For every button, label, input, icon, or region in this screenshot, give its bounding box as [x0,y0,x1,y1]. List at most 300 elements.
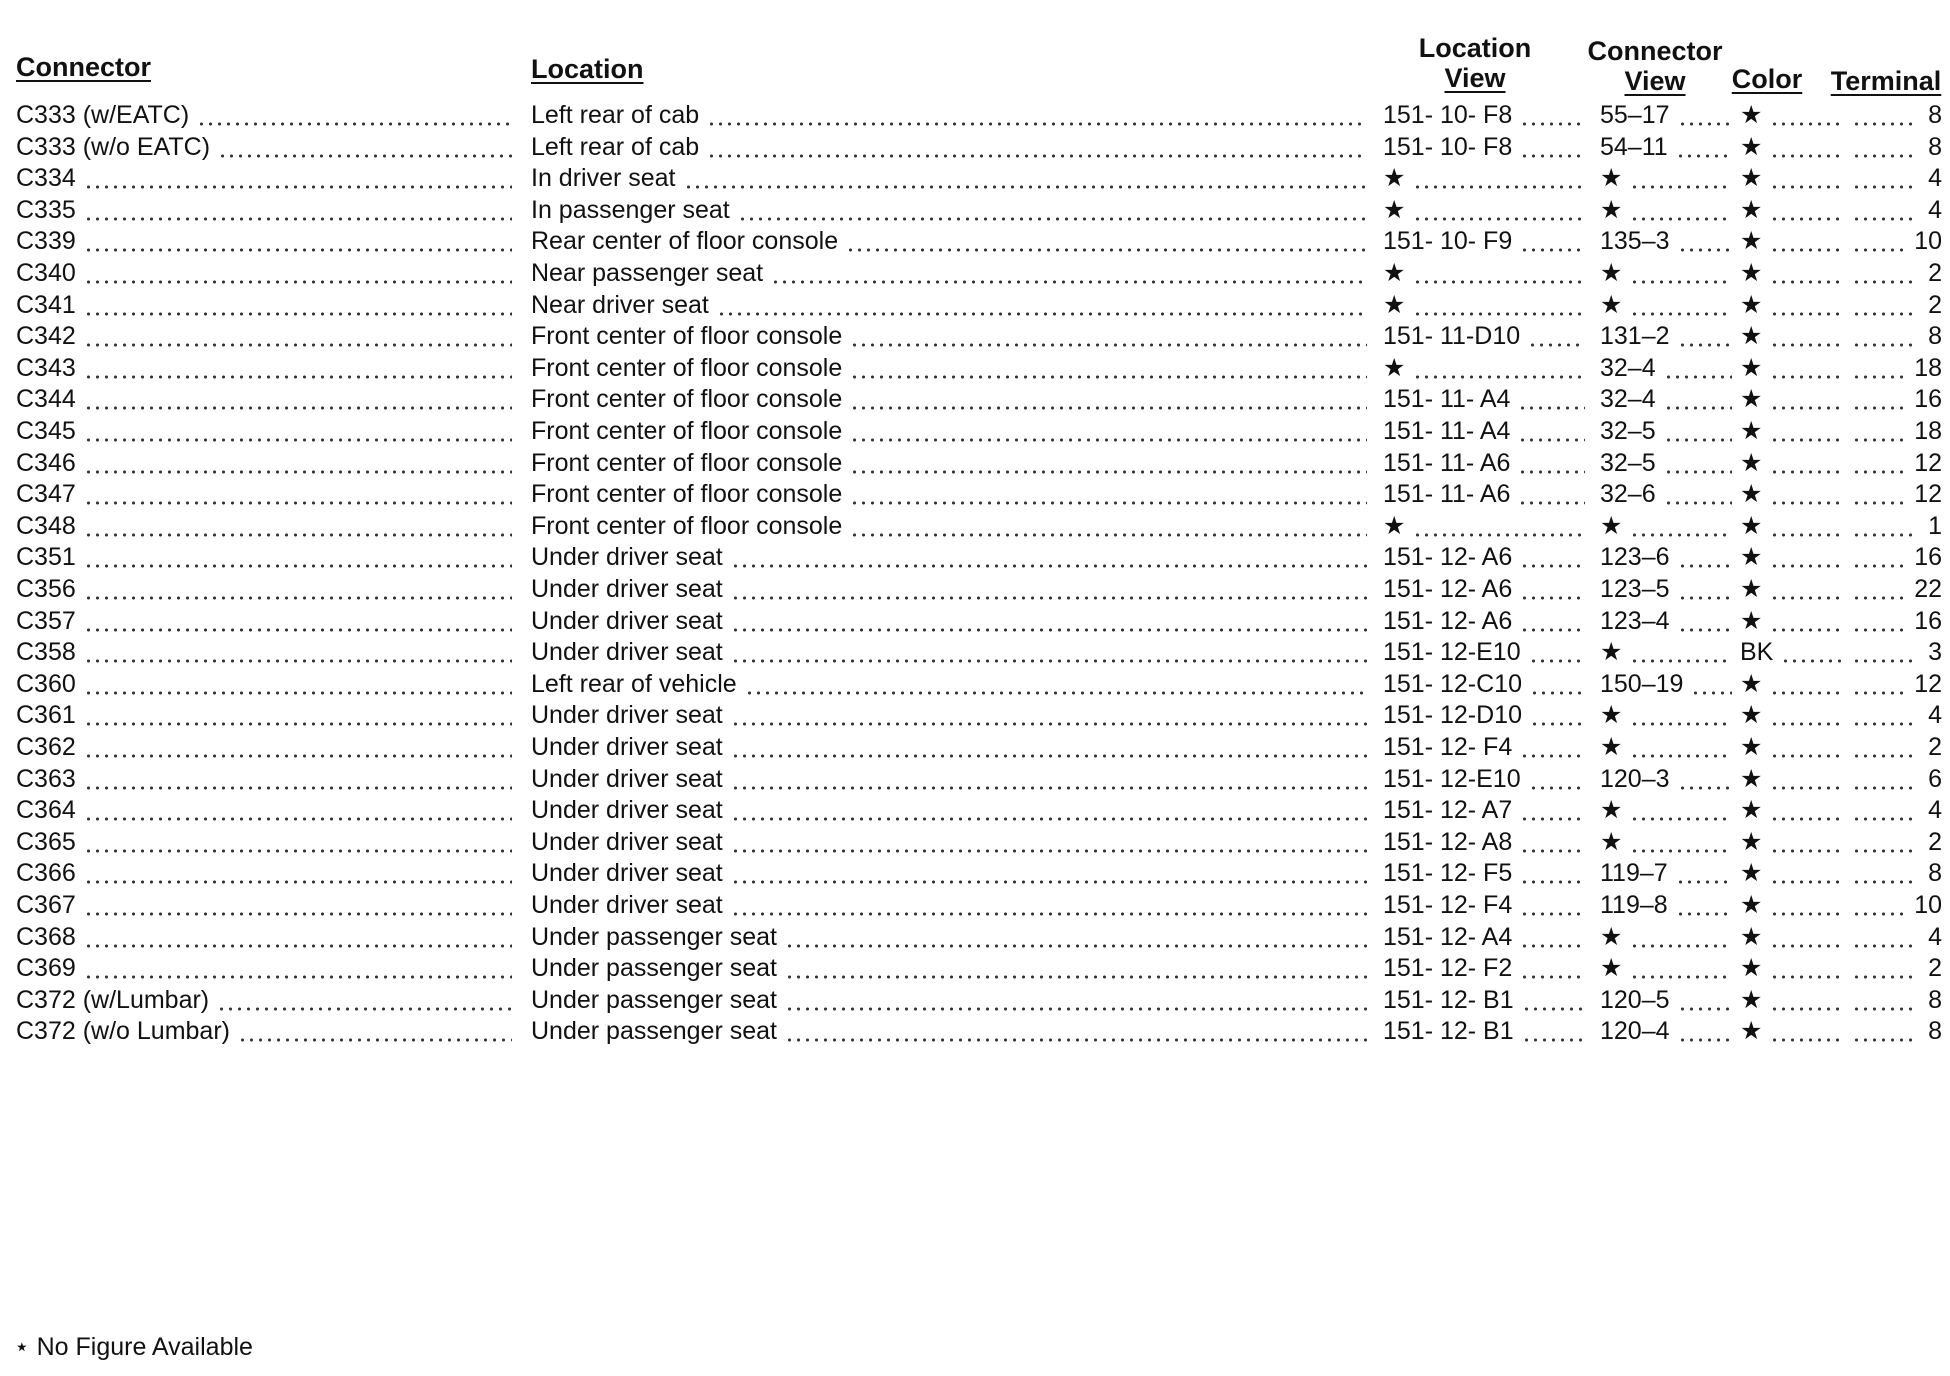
connector-value: C335 [16,195,76,224]
cell-connector-view [1600,353,1740,383]
location-view-value: 151- 12- A8 [1383,827,1513,856]
cell-location-view [1383,195,1593,225]
cell-connector-view [1600,700,1740,730]
location-view-value: 151- 12- F4 [1383,891,1513,919]
cell-color [1740,890,1850,920]
dot-leader [785,953,1367,979]
location-view-value: 151- 11- A4 [1383,385,1511,414]
location-value: Under driver seat [531,859,723,888]
cell-location [531,827,1373,857]
cell-terminal [1850,732,1942,762]
location-view-value: 151- 12- F5 [1383,859,1513,888]
location-view-value: 151- 12-D10 [1383,701,1522,730]
header-connector-label: Connector [16,52,151,82]
dot-leader [1529,637,1585,663]
connector-view-value: 131–2 [1600,322,1670,351]
terminal-value: 12 [1914,669,1942,698]
dot-leader [684,163,1367,189]
cell-location-view [1383,226,1593,256]
connector-value: C372 (w/o Lumbar) [16,1017,230,1046]
terminal-value: 16 [1914,385,1942,414]
cell-color [1740,448,1850,478]
dot-leader [1520,827,1585,853]
dot-leader [217,985,512,1011]
cell-color [1740,669,1850,699]
cell-connector-view [1600,258,1740,288]
dot-leader [1852,953,1918,979]
cell-connector-view [1600,195,1740,225]
dot-leader [1852,479,1904,505]
connector-view-value: ★ [1600,290,1623,319]
color-value: ★ [1740,164,1763,193]
location-view-value: 151- 12- F4 [1383,733,1513,761]
connector-view-value: 120–4 [1600,1017,1670,1046]
cell-color [1740,384,1850,414]
dot-leader [84,637,512,663]
cell-connector [16,511,518,541]
cell-terminal [1850,764,1942,794]
cell-location [531,574,1373,604]
dot-leader [1770,195,1842,221]
cell-connector [16,574,518,604]
cell-location-view [1383,606,1593,636]
cell-connector [16,953,518,983]
connector-view-value: ★ [1600,195,1623,224]
dot-leader [1520,922,1585,948]
dot-leader [1770,479,1842,505]
cell-color [1740,764,1850,794]
connector-view-value: 120–5 [1600,985,1670,1014]
cell-terminal [1850,163,1942,193]
dot-leader [1852,795,1918,821]
connector-view-value: 54–11 [1600,132,1668,161]
connector-value: C346 [16,448,76,477]
terminal-value: 2 [1928,259,1942,287]
dot-leader [1630,700,1732,726]
location-value: Near passenger seat [531,259,764,287]
cell-connector-view [1600,448,1740,478]
dot-leader [850,448,1367,474]
color-value: ★ [1740,511,1763,540]
cell-color [1740,258,1850,288]
dot-leader [1852,764,1918,790]
dot-leader [1770,416,1842,442]
dot-leader [84,479,512,505]
dot-leader [1630,290,1732,316]
location-view-value: 151- 11- A4 [1383,417,1511,445]
location-view-value: 151- 12- A4 [1383,922,1513,951]
color-value: ★ [1740,1017,1763,1046]
cell-terminal [1850,226,1942,256]
dot-leader [1852,290,1918,316]
cell-location-view [1383,416,1593,446]
cell-connector [16,416,518,446]
dot-leader [771,258,1367,284]
dot-leader [1852,100,1918,126]
header-connector-view [1580,36,1730,96]
dot-leader [731,606,1367,632]
location-view-value: 151- 11- A6 [1383,480,1511,509]
dot-leader [1630,795,1732,821]
cell-connector [16,258,518,288]
cell-connector-view [1600,953,1740,983]
cell-location-view [1383,985,1593,1015]
location-view-value: 151- 12-E10 [1383,764,1521,793]
cell-connector [16,764,518,794]
cell-connector-view [1600,163,1740,193]
connector-value: C348 [16,511,76,540]
dot-leader [1770,321,1842,347]
dot-leader [1676,858,1732,884]
color-value: ★ [1740,796,1763,825]
dot-leader [1530,669,1585,695]
cell-location-view [1383,669,1593,699]
dot-leader [1770,606,1842,632]
terminal-value: 1 [1928,511,1942,540]
cell-connector [16,195,518,225]
location-value: Under driver seat [531,796,723,825]
terminal-value: 22 [1914,575,1942,603]
cell-color [1740,1016,1850,1046]
cell-connector [16,353,518,383]
color-value: ★ [1740,322,1763,351]
cell-location [531,353,1373,383]
dot-leader [1852,700,1918,726]
color-value: ★ [1740,101,1763,129]
cell-location [531,416,1373,446]
cell-location-view [1383,479,1593,509]
cell-terminal [1850,100,1942,130]
dot-leader [1770,764,1842,790]
cell-terminal [1850,922,1942,952]
dot-leader [1413,258,1585,284]
dot-leader [1770,100,1842,126]
dot-leader [84,669,512,695]
dot-leader [1520,100,1585,126]
cell-location [531,132,1373,162]
dot-leader [1520,226,1585,252]
terminal-value: 8 [1928,101,1942,129]
connector-view-value: ★ [1600,638,1623,667]
cell-connector [16,732,518,762]
dot-leader [1770,542,1842,568]
header-color [1728,64,1806,94]
cell-color [1740,858,1850,888]
location-value: Under driver seat [531,891,723,919]
cell-terminal [1850,827,1942,857]
dot-leader [84,416,512,442]
cell-connector-view [1600,922,1740,952]
dot-leader [731,764,1367,790]
location-value: Front center of floor console [531,511,843,540]
dot-leader [84,700,512,726]
cell-location-view [1383,574,1593,604]
cell-location-view [1383,922,1593,952]
cell-location-view [1383,290,1593,320]
cell-connector [16,132,518,162]
connector-view-value: ★ [1600,259,1623,287]
connector-value: C339 [16,227,76,256]
color-value: ★ [1740,227,1763,256]
dot-leader [1770,163,1842,189]
cell-location-view [1383,858,1593,888]
connector-value: C351 [16,543,76,572]
location-view-value: 151- 11-D10 [1383,322,1521,351]
cell-terminal [1850,795,1942,825]
cell-connector [16,795,518,825]
dot-leader [1630,637,1732,663]
dot-leader [850,321,1367,347]
cell-connector-view [1600,132,1740,162]
cell-color [1740,100,1850,130]
cell-color [1740,163,1850,193]
dot-leader [1770,448,1842,474]
connector-view-value: 119–7 [1600,859,1668,888]
connector-value: C334 [16,164,76,193]
connector-value: C356 [16,575,76,603]
dot-leader [850,353,1367,379]
location-value: Under driver seat [531,575,723,603]
dot-leader [1530,700,1585,726]
dot-leader [1664,384,1732,410]
terminal-value: 18 [1914,417,1942,445]
cell-location-view [1383,795,1593,825]
cell-location-view [1383,321,1593,351]
connector-value: C369 [16,954,76,983]
connector-view-value: ★ [1600,827,1623,856]
header-terminal-label: Terminal [1830,66,1942,96]
cell-location [531,669,1373,699]
cell-connector-view [1600,669,1740,699]
cell-location-view [1383,732,1593,762]
dot-leader [1770,290,1842,316]
dot-leader [785,922,1367,948]
dot-leader [850,511,1367,537]
color-value: ★ [1740,701,1763,730]
location-view-value: 151- 10- F8 [1383,132,1513,161]
dot-leader [84,922,512,948]
location-value: Under driver seat [531,606,723,635]
cell-color [1740,542,1850,572]
connector-value: C344 [16,385,76,414]
header-location [531,54,644,84]
cell-terminal [1850,511,1942,541]
cell-location [531,195,1373,225]
connector-value: C357 [16,606,76,635]
cell-color [1740,290,1850,320]
dot-leader [1520,732,1585,758]
connector-value: C333 (w/o EATC) [16,132,211,161]
cell-connector [16,384,518,414]
cell-connector-view [1600,858,1740,888]
cell-location [531,384,1373,414]
location-value: Front center of floor console [531,448,843,477]
cell-location-view [1383,890,1593,920]
color-value: ★ [1740,985,1763,1014]
dot-leader [1852,669,1904,695]
cell-connector [16,100,518,130]
cell-connector-view [1600,511,1740,541]
cell-location [531,100,1373,130]
cell-location-view [1383,827,1593,857]
cell-connector-view [1600,795,1740,825]
cell-connector [16,163,518,193]
dot-leader [1630,953,1732,979]
header-location-view-line2: View [1444,63,1506,93]
dot-leader [1518,448,1585,474]
cell-location [531,258,1373,288]
cell-connector-view [1600,416,1740,446]
dot-leader [1770,890,1842,916]
cell-location [531,858,1373,888]
dot-leader [84,195,512,221]
dot-leader [1630,922,1732,948]
dot-leader [1518,384,1585,410]
connector-value: C364 [16,796,76,825]
cell-location [531,890,1373,920]
cell-connector [16,922,518,952]
location-view-value: ★ [1383,290,1406,319]
dot-leader [1664,448,1732,474]
dot-leader [1676,132,1732,158]
connector-view-value: 32–5 [1600,417,1656,445]
connector-value: C372 (w/Lumbar) [16,985,210,1014]
cell-color [1740,637,1850,667]
location-view-value: ★ [1383,511,1406,540]
color-value: ★ [1740,543,1763,572]
cell-terminal [1850,353,1942,383]
location-value: Under driver seat [531,764,723,793]
color-value: ★ [1740,859,1763,888]
dot-leader [1630,511,1732,537]
terminal-value: 2 [1928,827,1942,856]
location-value: Under passenger seat [531,1017,777,1046]
connector-view-value: 123–5 [1600,575,1670,603]
cell-terminal [1850,479,1942,509]
location-view-value: 151- 10- F9 [1383,227,1513,256]
dot-leader [84,890,512,916]
table-row [0,1016,1950,1055]
footnote: ⋆ No Figure Available [14,1333,253,1361]
dot-leader [1852,732,1918,758]
cell-location [531,732,1373,762]
terminal-value: 10 [1914,891,1942,919]
cell-color [1740,953,1850,983]
cell-color [1740,321,1850,351]
location-view-value: ★ [1383,164,1406,193]
cell-color [1740,353,1850,383]
cell-color [1740,195,1850,225]
location-value: Front center of floor console [531,385,843,414]
cell-terminal [1850,416,1942,446]
location-view-value: 151- 12- F2 [1383,954,1513,983]
cell-connector [16,858,518,888]
cell-connector-view [1600,637,1740,667]
cell-color [1740,226,1850,256]
terminal-value: 8 [1928,322,1942,351]
dot-leader [1630,827,1732,853]
dot-leader [1691,669,1732,695]
dot-leader [1852,511,1918,537]
connector-view-value: 150–19 [1600,669,1684,698]
dot-leader [84,542,512,568]
cell-location [531,226,1373,256]
dot-leader [785,985,1367,1011]
cell-connector-view [1600,574,1740,604]
color-value: ★ [1740,764,1763,793]
terminal-value: 6 [1928,764,1942,793]
cell-location [531,479,1373,509]
cell-location-view [1383,511,1593,541]
cell-connector [16,1016,518,1046]
location-value: Under driver seat [531,638,723,667]
connector-view-value: ★ [1600,164,1623,193]
location-view-value: ★ [1383,195,1406,224]
location-value: Left rear of cab [531,132,700,161]
dot-leader [84,511,512,537]
dot-leader [785,1016,1367,1042]
dot-leader [1520,606,1585,632]
connector-value: C345 [16,417,76,445]
cell-connector-view [1600,384,1740,414]
dot-leader [1520,132,1585,158]
color-value: ★ [1740,954,1763,983]
color-value: ★ [1740,922,1763,951]
dot-leader [84,606,512,632]
dot-leader [1781,637,1842,663]
cell-color [1740,700,1850,730]
dot-leader [84,384,512,410]
header-terminal [1826,66,1946,96]
cell-location-view [1383,100,1593,130]
terminal-value: 2 [1928,290,1942,319]
connector-value: C368 [16,922,76,951]
cell-connector-view [1600,479,1740,509]
dot-leader [731,890,1367,916]
dot-leader [707,100,1367,126]
cell-connector [16,448,518,478]
dot-leader [1678,1016,1732,1042]
terminal-value: 2 [1928,733,1942,761]
location-view-value: 151- 12-C10 [1383,669,1522,698]
dot-leader [1770,700,1842,726]
header-location-view [1410,33,1540,93]
dot-leader [84,353,512,379]
dot-leader [1664,353,1732,379]
location-view-value: 151- 10- F8 [1383,101,1513,129]
cell-connector [16,290,518,320]
location-value: Under passenger seat [531,954,777,983]
color-value: ★ [1740,417,1763,445]
dot-leader [1529,764,1585,790]
connector-view-value: 32–4 [1600,353,1656,382]
cell-connector [16,321,518,351]
dot-leader [84,795,512,821]
terminal-value: 4 [1928,796,1942,825]
terminal-value: 16 [1914,606,1942,635]
color-value: ★ [1740,448,1763,477]
dot-leader [1520,953,1585,979]
cell-color [1740,827,1850,857]
dot-leader [1770,669,1842,695]
connector-value: C342 [16,322,76,351]
dot-leader [1852,353,1904,379]
dot-leader [1522,985,1585,1011]
dot-leader [731,574,1367,600]
connector-view-value: ★ [1600,701,1623,730]
location-view-value: 151- 12- B1 [1383,985,1514,1014]
dot-leader [84,953,512,979]
